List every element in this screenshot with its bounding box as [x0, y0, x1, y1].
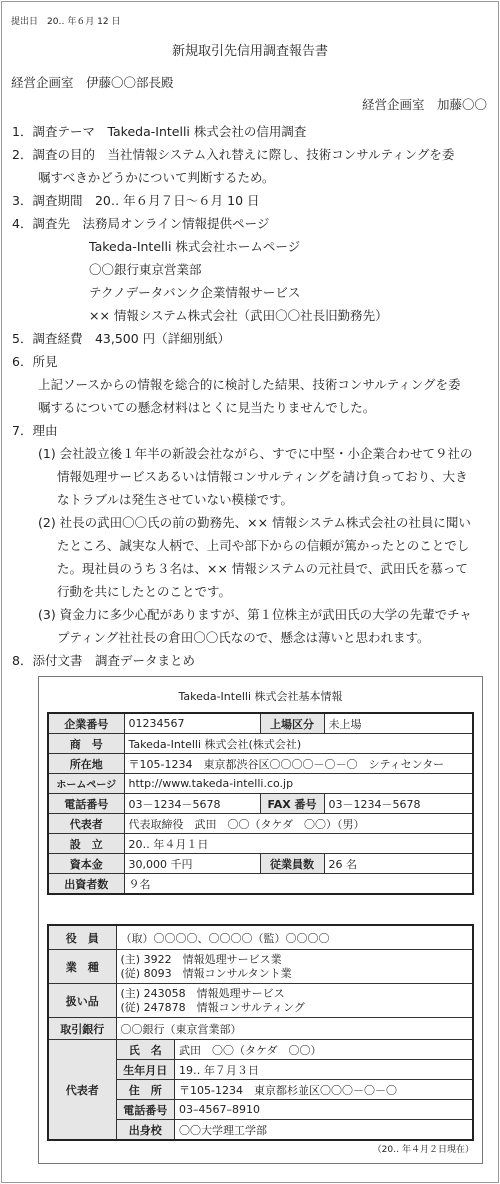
label-rep-school: 出身校: [117, 1120, 175, 1140]
reason-1-cont: なトラブルは発生させていない模様です。: [57, 492, 294, 507]
item-5: 5．調査経費 43,500 円（詳細別紙）: [12, 331, 231, 346]
label-address: 所在地: [48, 754, 124, 774]
capital: 30,000 千円: [124, 854, 260, 874]
products: [116, 984, 473, 1018]
homepage: http://www.takeda-intelli.co.jp: [124, 774, 473, 794]
item-4-source: テクノデータバンク企業情報サービス: [89, 285, 301, 300]
reason-1: (1) 会社設立後１年半の新設会社ながら、すでに中堅・小企業合わせて９社の: [38, 446, 473, 461]
item-8: 8．添付文書 調査データまとめ: [12, 653, 195, 668]
trade-name: Takeda-Intelli 株式会社(株式会社): [124, 734, 473, 754]
reason-2-cont: 行動を共にしたとのことです。: [57, 584, 232, 599]
label-listing: 上場区分: [260, 713, 324, 734]
item-1: 1．調査テーマ Takeda-Intelli 株式会社の信用調査: [12, 124, 307, 139]
representative: 代表取締役 武田 〇〇（タケダ 〇〇）（男）: [124, 814, 473, 834]
label-fax: FAX 番号: [260, 794, 324, 814]
investors: ９名: [124, 874, 473, 895]
finding-line: 嘱するについての懸念材料はとくに見当たりませんでした。: [38, 400, 376, 415]
label-employees: 従業員数: [260, 854, 324, 874]
reason-3: (3) 資金力に多少心配がありますが、第１位株主が武田氏の大学の先輩でチャ: [38, 607, 472, 622]
label-homepage: ホームページ: [48, 774, 124, 794]
label-products: 扱い品: [48, 984, 116, 1018]
rep-tel: 03–4567–8910: [175, 1100, 473, 1120]
label-bank: 取引銀行: [48, 1018, 116, 1040]
reason-2-cont: た。現社員のうち３名は、×× 情報システムの元社員で、武田氏を慕って: [57, 561, 468, 576]
attachment-box: [38, 676, 483, 1164]
item-2-cont: 嘱すべきかどうかについて判断するため。: [38, 170, 275, 185]
business-secondary: (従) 8093 情報コンサルタント業: [120, 966, 292, 980]
officers: （取）〇〇〇〇、〇〇〇〇（監）〇〇〇〇: [116, 925, 473, 950]
attachment-title: Takeda-Intelli 株式会社基本情報: [178, 690, 343, 703]
products-secondary: (従) 247878 情報コンサルティング: [120, 1000, 305, 1014]
item-7: 7．理由: [12, 423, 58, 438]
item-4-source: ×× 情報システム株式会社（武田〇〇社長旧勤務先）: [89, 308, 388, 323]
rep-name: 武田 〇〇（タケダ 〇〇）: [175, 1040, 473, 1060]
item-6: 6．所見: [12, 354, 58, 369]
reason-2-cont: たところ、誠実な人柄で、上司や部下からの信頼が篤かったとのことでし: [57, 538, 470, 553]
label-company-no: 企業番号: [48, 713, 124, 734]
label-tel: 電話番号: [48, 794, 124, 814]
addressee: 経営企画室 伊藤〇〇部長殿: [11, 75, 174, 90]
label-rep-address: 住 所: [117, 1080, 175, 1100]
item-4-source: Takeda-Intelli 株式会社ホームページ: [89, 239, 301, 254]
business-type: [116, 950, 473, 984]
label-rep-name: 氏 名: [117, 1040, 175, 1060]
label-rep-birth: 生年月日: [117, 1060, 175, 1080]
founded: 20‥ 年４月１日: [124, 834, 473, 854]
bank: 〇〇銀行（東京営業部）: [116, 1018, 473, 1040]
label-trade-name: 商 号: [48, 734, 124, 754]
label-officers: 役 員: [48, 925, 116, 950]
fax: 03－1234－5678: [324, 794, 473, 814]
basic-info-table: [47, 712, 474, 895]
label-capital: 資本金: [48, 854, 124, 874]
tel: 03－1234－5678: [124, 794, 260, 814]
address: 〒105-1234 東京都渋谷区〇〇〇〇－〇－〇 シティセンター: [124, 754, 473, 774]
label-representative: 代表者: [48, 814, 124, 834]
reason-3-cont: プティング社社長の倉田〇〇氏なので、懸念は薄いと思われます。: [57, 630, 430, 645]
item-4-source: 〇〇銀行東京営業部: [89, 262, 202, 277]
reason-2: (2) 社長の武田〇〇氏の前の勤務先、×× 情報システム株式会社の社員に聞い: [38, 515, 471, 530]
rep-details: [116, 1040, 473, 1141]
label-business-type: 業 種: [48, 950, 116, 984]
item-4: 4．調査先 法務局オンライン情報提供ページ: [12, 216, 270, 231]
item-3: 3．調査期間 20‥ 年６月７日～６月 10 日: [12, 193, 260, 208]
employees: 26 名: [324, 854, 473, 874]
products-primary: (主) 243058 情報処理サービス: [120, 986, 285, 1000]
reason-1-cont: 情報処理サービスあるいは情報コンサルティングを請け負っており、大き: [57, 469, 468, 484]
business-primary: (主) 3922 情報処理サービス業: [120, 952, 282, 966]
label-founded: 設 立: [48, 834, 124, 854]
label-rep-section: 代表者: [48, 1040, 116, 1141]
rep-birth: 19‥ 年７月３日: [175, 1060, 473, 1080]
label-rep-tel: 電話番号: [117, 1100, 175, 1120]
submit-date: 提出日 20‥ 年６月 12 日: [11, 17, 121, 27]
rep-address: 〒105-1234 東京都杉並区〇〇〇－〇－〇: [175, 1080, 473, 1100]
company-no: 01234567: [124, 713, 260, 734]
document-title: 新規取引先信用調査報告書: [171, 44, 328, 59]
detail-info-table: [47, 924, 474, 1141]
item-2: 2．調査の目的 当社情報システム入れ替えに際し、技術コンサルティングを委: [12, 147, 455, 162]
sender: 経営企画室 加藤〇〇: [361, 97, 487, 112]
listing: 未上場: [324, 713, 473, 734]
rep-school: 〇〇大学理工学部: [175, 1120, 473, 1140]
finding-line: 上記ソースからの情報を総合的に検討した結果、技術コンサルティングを委: [38, 377, 461, 392]
rep-details-table: [117, 1040, 473, 1139]
as-of-date: （20‥ 年４月２日現在）: [372, 1145, 474, 1155]
label-investors: 出資者数: [48, 874, 124, 895]
